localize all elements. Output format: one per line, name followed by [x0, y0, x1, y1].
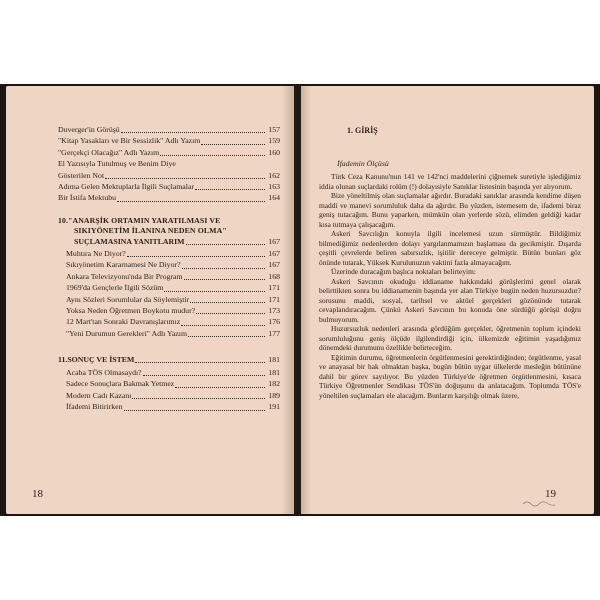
right-page: [301, 86, 594, 514]
toc-item: 1969'da Gençlerle İlgili Sözüm 171: [66, 283, 280, 293]
toc-section-10: [58, 216, 280, 339]
paragraph: Askeri Savcının okuduğu iddianame hakkındaki görüşlerimi genel olarak belirttikten sonra bu iddianamenin başında yer alan Türkiye bugün neden huzursuzdur? sorusunu maddi, sosyal, tarihsel ve aktüel gerçekleri gözönünde tutarak cevaplandıracağım. Çünkü Askeri Savcının bu konuda öne sürdüğü görüşü doğru bulmuyorum.: [319, 276, 581, 324]
section-10-heading-line: 10."ANARŞİK ORTAMIN YARATILMASI VE: [58, 216, 221, 225]
section-10-heading-line: SIKIYÖNETİM İLANINA NEDEN OLMA": [74, 226, 227, 235]
toc-item: Gösterilen Not 162: [58, 170, 280, 180]
toc-item: Muhtıra Ne Diyor? 167: [66, 249, 280, 258]
page-number-left: 18: [32, 488, 43, 500]
toc-item: El Yazısıyla Tutulmuş ve Benim Diye: [58, 159, 176, 169]
left-page: [6, 86, 294, 514]
toc-item: Ankara Televizyonu'nda Bir Program 168: [66, 271, 280, 281]
paragraph: Üzerinde duracağım başlıca noktaları belirteyim:: [331, 267, 476, 276]
toc-item: İfademi Bitirirken 191: [66, 402, 280, 412]
section-11-heading: 11.SONUÇ VE İSTEM 181: [58, 355, 280, 364]
toc-item: Acaba TÖS Olmasaydı? 181: [66, 368, 280, 377]
toc-item: Yoksa Neden Öğretmen Boykotu mudur? 173: [66, 306, 280, 316]
book-spread: [0, 84, 600, 516]
paragraph: Türk Ceza Kanunu'nun 141 ve 142'nci maddelerini çiğnemek suretiyle işlediğimiz iddia olunan suçlardaki rolüm (!) dolayısiyle Sanıklar listesinin başında yer alıyorum.: [319, 172, 581, 191]
toc-item: "Gerçekçi Olacağız" Adlı Yazım 160: [58, 147, 280, 157]
gutter-shadow-left: [282, 86, 296, 514]
toc-item: "Yeni Durumun Gerekleri" Adlı Yazım 177: [66, 328, 280, 338]
toc-item: Aynı Sözleri Sorumlular da Söylemiştir 171: [66, 294, 280, 304]
toc-item: Sıkıyönetim Kararnamesi Ne Diyor? 167: [66, 260, 280, 270]
paragraph: Eğitimin durumu, öğretmenlerin örgütlenmesini gerektirdiğinden; örgütlenme, yasal ve anayasal bir hak olmaktan başka, bugün bütün uygar ülkelerde mesleğin bütününe dahil bir görev sayılıyor. Bu yüzden Türkiye'de öğretmen örgütlenmesini, kısaca Türkiye Öğretmenler Sendikası TÖS'ün doğuşunu da anlatacağım. Toplumda TÖS'e yöneltilen suçlamaları ele alacağım. Bunların karşılığı olmak üzere,: [319, 352, 581, 400]
toc-item: Bir İstifa Mektubu 164: [58, 193, 280, 203]
toc-item: "Kitap Yasakları ve Bir Sessizlik" Adlı Yazım 159: [58, 136, 280, 146]
chapter-title: 1. GİRİŞ: [347, 126, 378, 135]
toc-item: Modern Cadı Kazanı 189: [66, 390, 280, 400]
gutter-shadow-right: [299, 86, 311, 514]
toc-item: Adıma Gelen Mektuplarla İlgili Suçlamalar 163: [58, 182, 280, 192]
toc-continuation: [58, 124, 280, 204]
paragraph: Askeri Savcılığın konuyla ilgili incelemesi uzun sürmüştür. Bildiğimiz bilmediğimiz nedenlerden dolayı yargılanmamızın başlaması da gecikmiştir. Dışarda çeşitli çevrelerde beliren sabırsızlık, işitilir dereceye gelmiştir. Bütün bunları göz önünde tutarak, Yüksek Kurulunuzun vaktini fazla almayacağım.: [319, 229, 581, 267]
toc-item: 12 Mart'tan Sonraki Davranışlarımız 176: [66, 317, 280, 327]
body-text: [319, 172, 581, 400]
toc-item: Sadece Sonuçlara Bakmak Yetmez 182: [66, 379, 280, 389]
toc-section-11: [58, 354, 280, 413]
toc-item: Duverger'in Görüşü 157: [58, 125, 280, 134]
paragraph: Bize yöneltilmiş olan suçlamalar ağırdır. Buradaki sanıklar arasında kendime düşen maddi ve manevi sorumluluk daha da ağırdır. Bu yüzden, istemesem de, ifademi biraz geniş tutacağım. Bunu yaparken, mümkün olan yerlerde sözü, elimden geldiği kadar kısa tutmaya çalışacağım.: [319, 191, 581, 229]
section-subheading: İfademin Ölçüsü: [337, 159, 389, 168]
paragraph: Huzursuzluk nedenleri arasında gördüğüm gerçekler, öğretmenin toplum içindeki sorumluluğunu geniş ölçüde ilgilendirdiği için, ülkemizde eğitimin yaşadığımız dönemdeki durumunu özellikle belirteceğim.: [319, 324, 581, 352]
section-10-heading-last: SUÇLAMASINA YANITLARIM 167: [74, 237, 280, 246]
page-number-right: 19: [545, 488, 556, 500]
